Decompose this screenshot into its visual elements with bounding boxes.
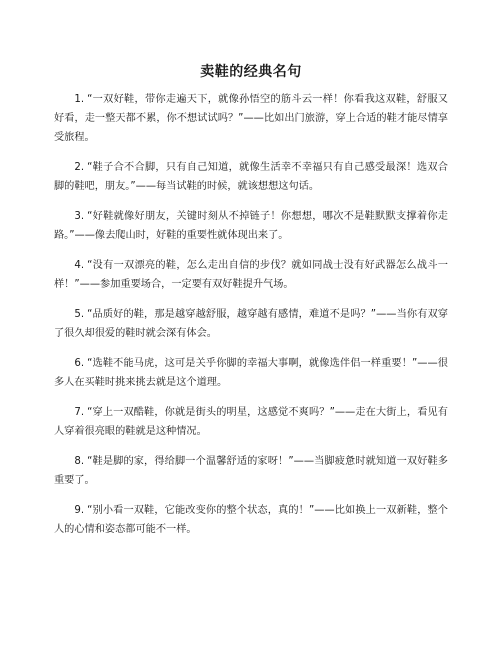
document-title: 卖鞋的经典名句 xyxy=(200,64,302,80)
quote-text: “品质好的鞋，那是越穿越舒服，越穿越有感情，难道不是吗？”——当你有双穿了很久却很爱的鞋时就会深有体会。 xyxy=(54,309,448,339)
quote-text: “没有一双漂亮的鞋，怎么走出自信的步伐？就如同战士没有好武器怎么战斗一样！”——参加重要场合，一定要有双好鞋提升气场。 xyxy=(54,260,448,290)
quote-item xyxy=(54,452,448,490)
quote-item xyxy=(54,354,448,392)
quote-text: “鞋是脚的家，得给脚一个温馨舒适的家呀！”——当脚疲惫时就知道一双好鞋多重要了。 xyxy=(54,456,448,486)
quote-number: 5. xyxy=(74,309,85,320)
quote-item xyxy=(54,90,448,147)
quote-number: 3. xyxy=(74,211,85,222)
quote-number: 7. xyxy=(74,407,85,418)
quote-number: 2. xyxy=(74,162,85,173)
quote-item xyxy=(54,256,448,294)
quote-list xyxy=(54,90,448,539)
quote-item xyxy=(54,158,448,196)
quote-text: “一双好鞋，带你走遍天下，就像孙悟空的筋斗云一样！你看我这双鞋，舒服又好看，走一整天都不累，你不想试试吗？”——比如出门旅游，穿上合适的鞋才能尽情享受旅程。 xyxy=(54,94,448,143)
quote-text: “好鞋就像好朋友，关键时刻从不掉链子！你想想，哪次不是鞋默默支撑着你走路。”——像去爬山时，好鞋的重要性就体现出来了。 xyxy=(54,211,448,241)
quote-text: “别小看一双鞋，它能改变你的整个状态，真的！”——比如换上一双新鞋，整个人的心情和姿态都可能不一样。 xyxy=(54,505,448,535)
quote-number: 4. xyxy=(74,260,85,271)
quote-number: 9. xyxy=(74,505,85,516)
quote-number: 1. xyxy=(74,94,85,105)
quote-item xyxy=(54,501,448,539)
quote-item xyxy=(54,207,448,245)
quote-text: “鞋子合不合脚，只有自己知道，就像生活幸不幸福只有自己感受最深！选双合脚的鞋吧，朋友。”——每当试鞋的时候，就该想想这句话。 xyxy=(54,162,448,192)
quote-text: “选鞋不能马虎，这可是关乎你脚的幸福大事啊，就像选伴侣一样重要！”——很多人在买鞋时挑来挑去就是这个道理。 xyxy=(54,358,448,388)
quote-number: 6. xyxy=(74,358,85,369)
quote-item xyxy=(54,403,448,441)
quote-number: 8. xyxy=(74,456,85,467)
quote-text: “穿上一双酷鞋，你就是街头的明星，这感觉不爽吗？”——走在大街上，看见有人穿着很亮眼的鞋就是这种情况。 xyxy=(54,407,448,437)
quote-item xyxy=(54,305,448,343)
